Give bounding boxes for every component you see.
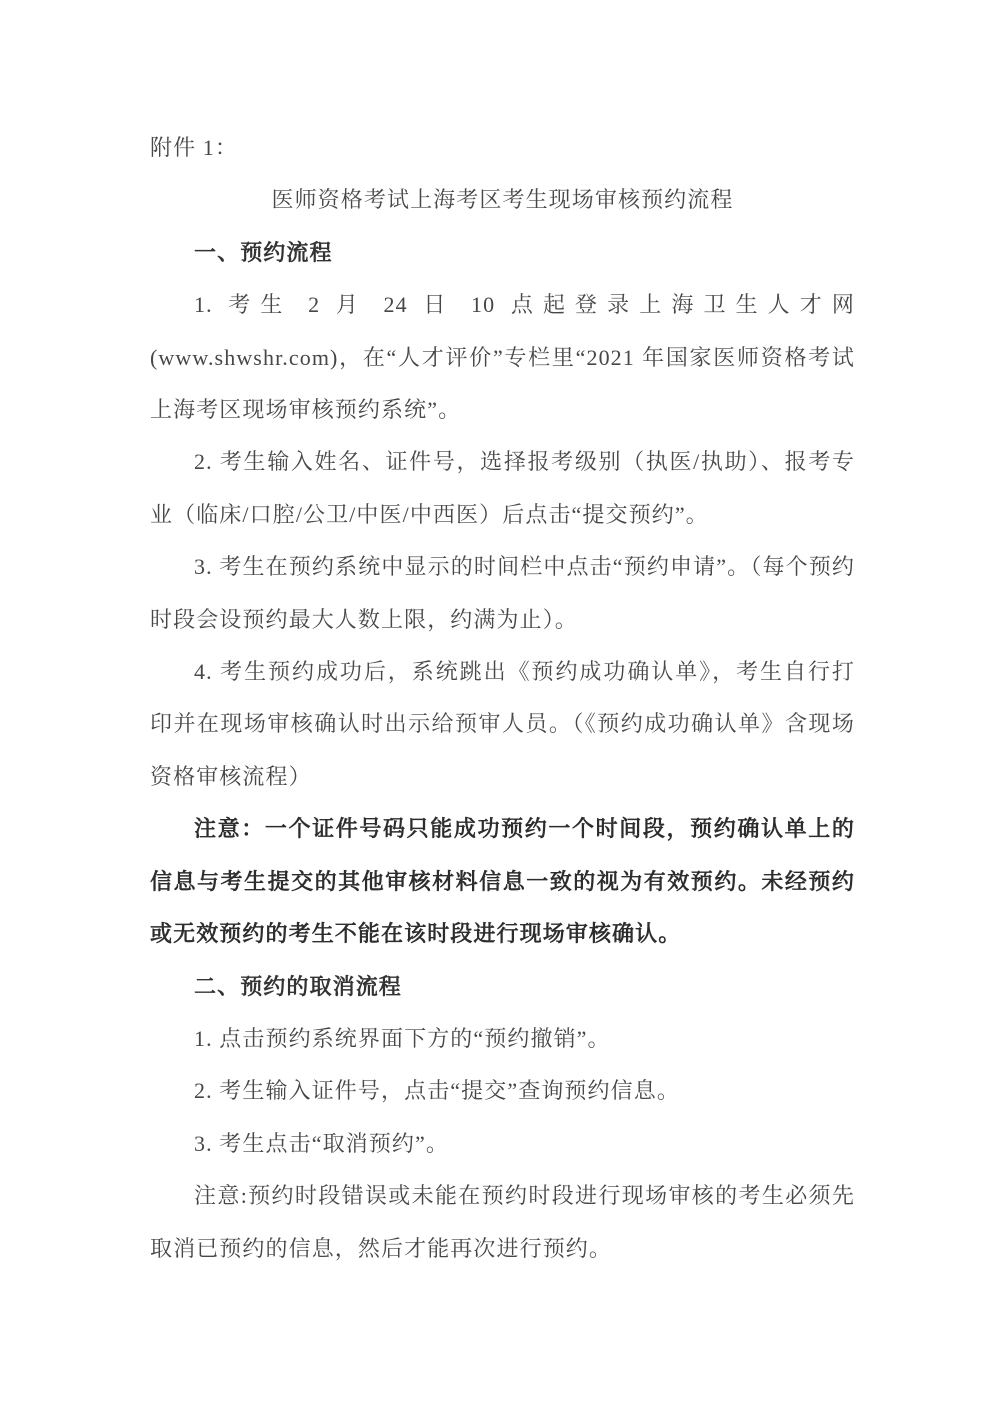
cancel-step-cancel: 3. 考生点击“取消预约”。 — [194, 1130, 449, 1156]
booking-step-click-apply: 3. 考生在预约系统中显示的时间栏中点击“预约申请”。（每个预约时段会设预约最大人数上限，约满为止）。 — [150, 554, 855, 632]
booking-step-enter-info: 2. 考生输入姓名、证件号，选择报考级别（执医/执助）、报考专业（临床/口腔/公卫/中医/中西医）后点击“提交预约”。 — [150, 449, 855, 527]
attachment-label: 附件 1： — [150, 135, 239, 160]
cancel-step-query: 2. 考生输入证件号，点击“提交”查询预约信息。 — [194, 1078, 680, 1104]
booking-note: 注意：一个证件号码只能成功预约一个时间段，预约确认单上的信息与考生提交的其他审核材料信息一致的视为有效预约。未经预约或无效预约的考生不能在该时段进行现场审核确认。 — [150, 816, 855, 947]
booking-step-confirmation-slip: 4. 考生预约成功后，系统跳出《预约成功确认单》，考生自行打印并在现场审核确认时出示给预审人员。（《预约成功确认单》含现场资格审核流程） — [150, 659, 855, 789]
cancel-step-revoke: 1. 点击预约系统界面下方的“预约撤销”。 — [194, 1025, 611, 1051]
section-heading-cancel-process: 二、预约的取消流程 — [194, 973, 402, 999]
booking-step-login: 1. 考生 2 月 24 日 10 点起登录上海卫生人才网(www.shwshr.com)，在“人才评价”专栏里“2021 年国家医师资格考试上海考区现场审核预约系统”。 — [150, 292, 855, 423]
section-heading-booking-process: 一、预约流程 — [194, 239, 333, 265]
document-title: 医师资格考试上海考区考生现场审核预约流程 — [271, 187, 734, 213]
cancel-note: 注意:预约时段错误或未能在预约时段进行现场审核的考生必须先取消已预约的信息，然后才能再次进行预约。 — [150, 1183, 855, 1261]
